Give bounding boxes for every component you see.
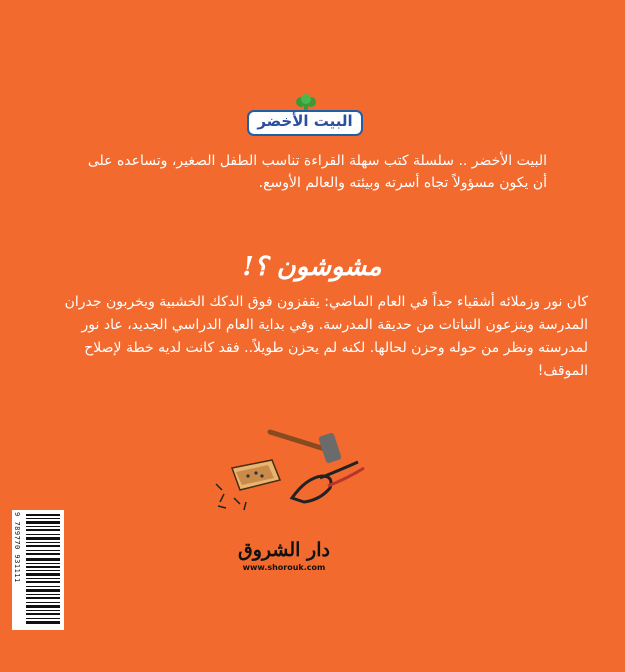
publisher-name: دار الشروق [238,539,330,561]
synopsis: كان نور وزملائه أشقياء جداً في العام الماضي: يقفزون فوق الدكك الخشبية ويخربون جدران المدرسة وينزعون النباتات من حديقة المدرسة. وفي بداية العام الدراسي الجديد، عاد نور لمدرسته ونظر من حوله وحزن لحالها. لكنه لم يحزن طويلاً.. فقد كانت لديه خطة لإصلاح الموقف! [64,294,588,379]
book-title: مشوشون ؟! [242,252,382,282]
hammer-icon [270,432,342,464]
tools-illustration [210,418,390,518]
logo-label: البيت الأخضر [257,112,353,130]
barcode-number: 9 789770 931111 [13,512,21,583]
series-logo [247,94,363,138]
publisher-website: www.shorouk.com [242,563,326,572]
publisher-logo [234,538,334,572]
nail-box-icon [232,460,280,490]
series-description: البيت الأخضر .. سلسلة كتب سهلة القراءة تناسب الطفل الصغير، وتساعده على أن يكون مسؤولاً تجاه أسرته وبيئته والعالم الأوسع. [87,153,547,191]
pliers-icon [292,462,364,502]
